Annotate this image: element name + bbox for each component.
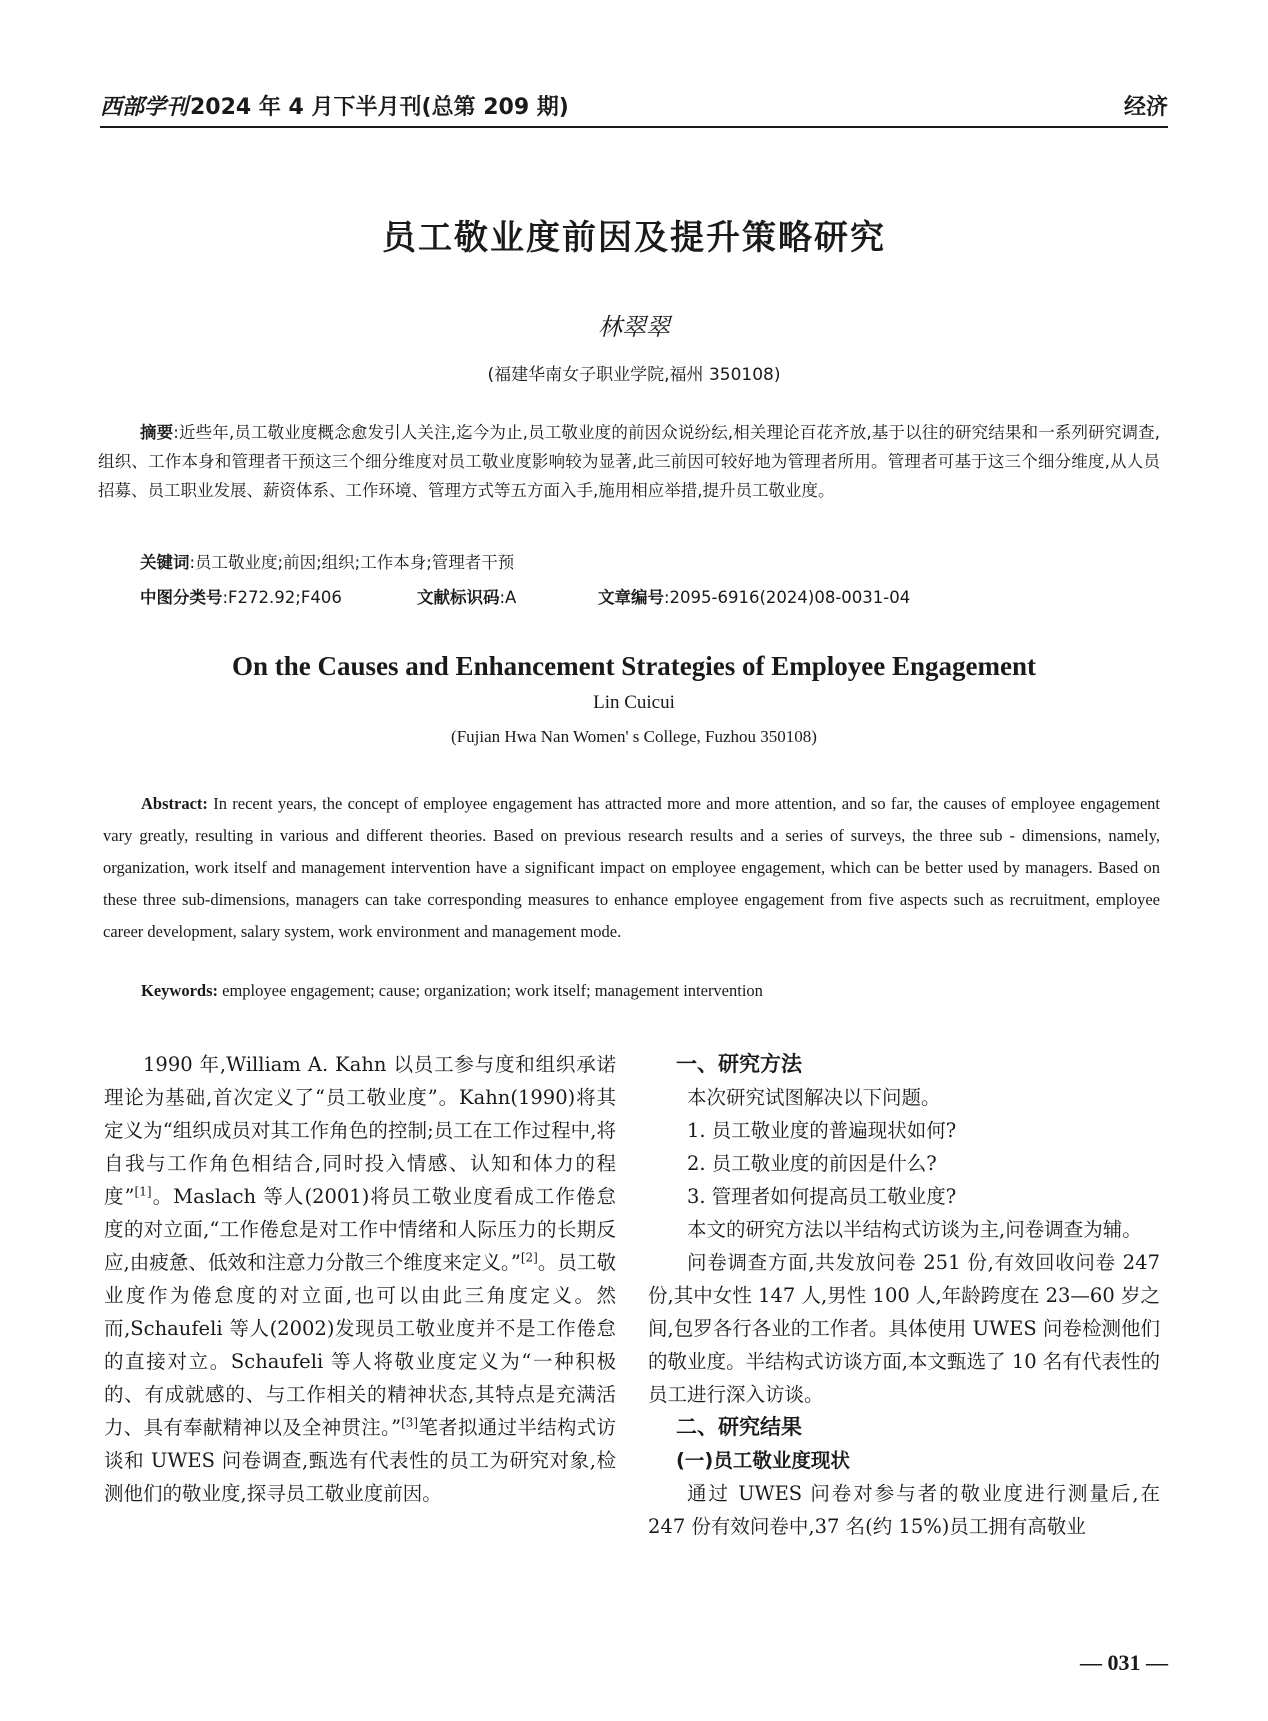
- citation-1: [1]: [134, 1184, 152, 1199]
- question-item: 1. 员工敬业度的普遍现状如何?: [687, 1119, 957, 1142]
- doc-code-label: 文献标识码: [417, 588, 500, 607]
- keywords-cn: [140, 549, 514, 573]
- article-number-value: :2095-6916(2024)08-0031-04: [664, 588, 911, 607]
- abstract-cn-text: :近些年,员工敬业度概念愈发引人关注,迄今为止,员工敬业度的前因众说纷纭,相关理论百花齐放,基于以往的研究结果和一系列研究调查,组织、工作本身和管理者干预这三个细分维度对员工敬业度影响较为显著,此三前因可较好地为管理者所用。管理者可基于这三个细分维度,从人员招募、员工职业发展、薪资体系、工作环境、管理方式等五方面入手,施用相应举措,提升员工敬业度。: [98, 423, 1161, 500]
- doc-code-value: :A: [499, 588, 517, 607]
- citation-2: [2]: [520, 1250, 538, 1265]
- issue-info: 2024 年 4 月下半月刊(总第 209 期): [190, 95, 569, 120]
- doc-code: [417, 584, 516, 608]
- paper-title-en: On the Causes and Enhancement Strategies of Employee Engagement: [232, 651, 1036, 681]
- abstract-en: [103, 788, 1160, 948]
- keywords-en-text: employee engagement; cause; organization; work itself; management intervention: [218, 981, 763, 1000]
- affiliation-en: (Fujian Hwa Nan Women' s College, Fuzhou 350108): [451, 727, 817, 746]
- author-en: Lin Cuicui: [593, 692, 675, 713]
- running-header: [100, 86, 1168, 126]
- journal-logo: 西部学刊: [100, 94, 189, 120]
- section-heading-results: 二、研究结果: [676, 1415, 802, 1439]
- abstract-cn-label: 摘要: [140, 423, 174, 442]
- paragraph: 本次研究试图解决以下问题。: [687, 1086, 941, 1109]
- affiliation: (福建华南女子职业学院,福州 350108): [487, 365, 781, 385]
- section-label: 经济: [1123, 95, 1168, 120]
- section-heading-methods: 一、研究方法: [676, 1052, 802, 1076]
- abstract-cn: [98, 418, 1160, 505]
- paragraph: 问卷调查方面,共发放问卷 251 份,有效回收问卷 247 份,其中女性 147 人,男性 100 人,年龄跨度在 23—60 岁之间,包罗各行各业的工作者。具体使用 UWES 问卷检测他们的敬业度。半结构式访谈方面,本文甄选了 10 名有代表性的员工进行深入访谈。: [648, 1251, 1160, 1406]
- clc-value: :F272.92;F406: [222, 588, 342, 607]
- article-number-label: 文章编号: [598, 588, 664, 607]
- intro-text-1: 1990 年,William A. Kahn 以员工参与度和组织承诺理论为基础,首次定义了“员工敬业度”。Kahn(1990)将其定义为“组织成员对其工作角色的控制;员工在工作过程中,将自我与工作角色相结合,同时投入情感、认知和体力的程度”: [104, 1053, 616, 1208]
- clc-label: 中图分类号: [140, 588, 223, 607]
- citation-3: [3]: [401, 1415, 419, 1430]
- body-right-column: [648, 1048, 1160, 1543]
- question-item: 2. 员工敬业度的前因是什么?: [687, 1152, 937, 1175]
- keywords-en: [141, 981, 763, 1001]
- keywords-cn-label: 关键词: [140, 553, 190, 572]
- subsection-heading: (一)员工敬业度现状: [676, 1449, 850, 1472]
- clc-code: [140, 584, 342, 608]
- page-number: — 031 —: [1080, 1650, 1168, 1675]
- intro-text-3: 。员工敬业度作为倦怠度的对立面,也可以由此三角度定义。然而,Schaufeli 等人(2002)发现员工敬业度并不是工作倦怠的直接对立。Schaufeli 等人将敬业度定义为“一种积极的、有成就感的、与工作相关的精神状态,其特点是充满活力、具有奉献精神以及全神贯注。”: [104, 1251, 616, 1439]
- header-rule: [100, 126, 1168, 128]
- paragraph: 通过 UWES 问卷对参与者的敬业度进行测量后,在 247 份有效问卷中,37 名(约 15%)员工拥有高敬业: [648, 1482, 1160, 1538]
- body-left-column: [104, 1048, 616, 1510]
- paragraph: 本文的研究方法以半结构式访谈为主,问卷调查为辅。: [687, 1218, 1142, 1241]
- intro-text-4: 笔者拟通过半结构式访谈和 UWES 问卷调查,甄选有代表性的员工为研究对象,检测他们的敬业度,探寻员工敬业度前因。: [104, 1416, 616, 1505]
- paper-title: 员工敬业度前因及提升策略研究: [382, 218, 886, 258]
- article-number: [598, 584, 910, 608]
- author: 林翠翠: [598, 313, 670, 341]
- keywords-cn-text: :员工敬业度;前因;组织;工作本身;管理者干预: [189, 553, 515, 572]
- abstract-en-label: Abstract:: [141, 794, 208, 813]
- question-item: 3. 管理者如何提高员工敬业度?: [687, 1185, 957, 1208]
- abstract-en-text: In recent years, the concept of employee engagement has attracted more and more attention, and so far, the causes of employee engagement vary greatly, resulting in various and different theories. Based on previous research results and a series of surveys, the three sub - dimensions, namely, organization, work itself and management intervention have a significant impact on employee engagement, which can be better used by managers. Based on these three sub-dimensions, managers can take corresponding measures to enhance employee engagement from five aspects such as recruitment, employee career development, salary system, work environment and management mode.: [103, 794, 1160, 941]
- keywords-en-label: Keywords:: [141, 981, 218, 1000]
- intro-text-2: 。Maslach 等人(2001)将员工敬业度看成工作倦怠度的对立面,“工作倦怠是对工作中情绪和人际压力的长期反应,由疲惫、低效和注意力分散三个维度来定义。”: [104, 1185, 616, 1274]
- intro-paragraph: [104, 1048, 616, 1510]
